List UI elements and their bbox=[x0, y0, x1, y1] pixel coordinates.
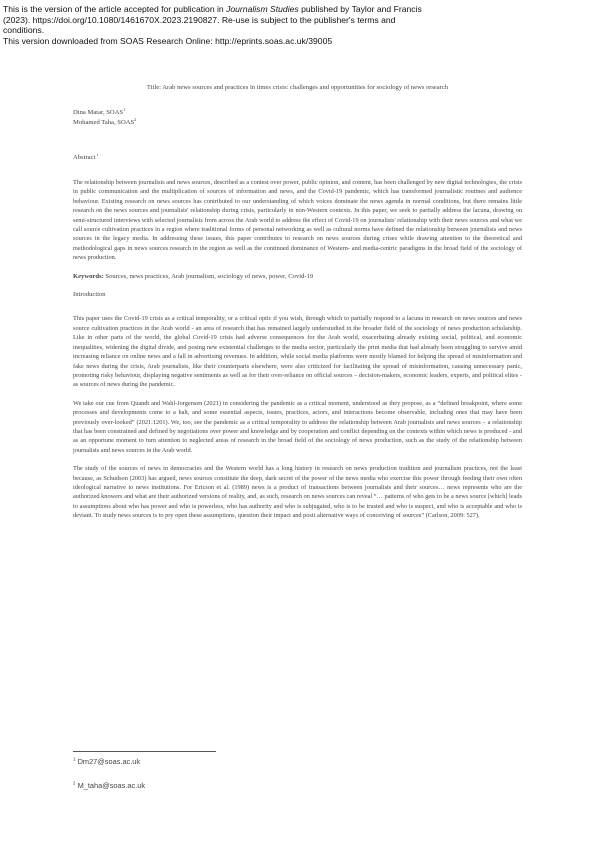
intro-paragraph-2: We take our cue from Quandt and Wahl-Jorgensen (2021) in considering the pandemic as a critical moment, understood as they propose, as a “defined breakpoint, where some processes and developments come to a halt, and some essential aspects, issues, practices, actors, and interactions become observable, including ones that may have been previously over-looked” (2021:1201). We, too, see the pandemic as a critical temporality to address the relationship between Arab journalists and news sources – a relationship that has been constrained and defined by negotiations over power and knowledge and by cooperation and conflict depending on the contexts within which news is produced - and as an opportune moment to turn attention to neglected areas of research in the broad field of the sociology of news production, such as the study of the relationship between journalists and news sources in the Arab world. bbox=[73, 399, 522, 454]
keywords bbox=[73, 272, 522, 281]
footnotes bbox=[73, 757, 373, 805]
paper-title: Title: Arab news sources and practices in times crisis: challenges and opportunities for sociology of news research bbox=[146, 84, 449, 91]
intro-paragraph-1: This paper uses the Covid-19 crisis as a critical temporality, or a critical optic if you wish, through which to partially respond to a lacuna in research on news sources and news source cultivation practices in the Arab world - an area of research that has remained largely understudied in the broader field of the sociology of news production scholarship. Like in other parts of the world, the global Covid-19 crisis had adverse consequences for the Arab world, exacerbating already existing social, political, and economic inequalities, widening the digital divide, and posing new existential challenges to the media sector, particularly the print media that had already been struggling to survive amid increasing reliance on online news and a fall in advertising revenues. In addition, while social media platforms were mostly blamed for helping the spread of misinformation and fake news during the crisis, Arab journalists, like their counterparts elsewhere, were also criticized for facilitating the spread of misinformation, causing unnecessary panic, promoting risky behaviour, displaying negative sentiments as well as for their over-reliance on official sources – decision-makers, economic leaders, experts, and political elites - as sources of news during the pandemic. bbox=[73, 315, 522, 389]
abstract-heading: Abstract $^i$ bbox=[73, 151, 99, 161]
footnote-divider bbox=[73, 751, 216, 752]
keywords-label: Keywords: bbox=[73, 272, 104, 280]
footnote-2-email[interactable]: M_taha@soas.ac.uk bbox=[75, 781, 146, 790]
intro-paragraph-3: The study of the sources of news in democracies and the Western world has a long history in research on news production tradition and journalism practices, not the least because, as Schudson (2003) has argued, news sources constitute the deep, dark secret of the power of the news media who exercise this power through feeding their own often ideological narrative to news institutions. For Ericson et al. (1989) news is a product of transactions between journalists and their sources… news represents who are the authorized knowers and what are their authorized versions of reality, and, as such, research on news sources can reveal “… patterns of who gets to be a news source [which] leads to assumptions about who has power and who is powerless, who has authority and who is subjugated, who is to be trusted and who is suspect, and who is acceptable and who is deviant. To study news sources is to pry open these assumptions, question their impact and posit alternative ways of conceiving of sources” (Carlson, 2009: 527). bbox=[73, 465, 522, 520]
journal-name: Journalism Studies bbox=[226, 4, 299, 14]
article-body bbox=[73, 83, 522, 530]
footnote-2 bbox=[73, 781, 373, 790]
notice-line-2[interactable]: (2023). https://doi.org/10.1080/1461670X.2023.2190827. Re-use is subject to the publisher's terms and bbox=[3, 14, 396, 25]
abstract-endnote-mark[interactable]: i bbox=[97, 151, 99, 157]
notice-line-3: conditions. bbox=[3, 25, 45, 36]
author-2-footnote-mark[interactable]: 2 bbox=[134, 116, 137, 122]
notice-line-1: This is the version of the article accepted for publication in Journalism Studies published by Taylor and Francis bbox=[3, 4, 422, 14]
notice-line-4[interactable]: This version downloaded from SOAS Research Online: http://eprints.soas.ac.uk/39005 bbox=[3, 35, 333, 46]
introduction-heading: Introduction bbox=[73, 291, 106, 299]
footnote-1 bbox=[73, 757, 373, 766]
footnote-1-mark: 1 bbox=[73, 756, 76, 762]
author-2: Mohamed Taha, SOAS$^2$ bbox=[73, 116, 137, 126]
author-1: Dina Matar, SOAS$^1$ bbox=[73, 107, 126, 117]
footnote-1-email[interactable]: Dm27@soas.ac.uk bbox=[75, 757, 141, 766]
abstract-text: The relationship between journalists and news sources, described as a contest over power, public opinion, and content, has been challenged by new digital technologies, the crisis in public communication and the multiplication of sources of information and news, and the Covid-19 pandemic, which has transformed journalistic routines and audience behaviour. Existing research on news sources has contributed to our understanding of which voices dominate the news agenda in normal conditions, but there remains little research on the news sources and journalists' relationship during crisis, particularly in non-Western contexts. In this paper, we seek to partially address the lacuna, drawing on semi-structured interviews with selected journalists from across the Arab world to address the effect of Covid-19 on journalists' relationship with their news sources and what we call source cultivation practices in a region where traditional forms of personal networking as well as cultural norms have defined the relationship between journalists and news sources in the legacy media. In addressing these issues, this paper contributes to research on news sources during crises while drawing attention to the theoretical and methodological gaps in news sources research in the region as well as the continued dominance of Western- and media-centric paradigms in the broad field of the sociology of news production. bbox=[73, 179, 522, 262]
footnote-2-mark: 2 bbox=[73, 780, 76, 786]
author-list bbox=[73, 108, 522, 127]
author-1-footnote-mark[interactable]: 1 bbox=[123, 107, 126, 113]
publication-notice bbox=[3, 4, 588, 46]
keywords-list: Sources, news practices, Arab journalism, sociology of news, power, Covid-19 bbox=[103, 272, 314, 280]
